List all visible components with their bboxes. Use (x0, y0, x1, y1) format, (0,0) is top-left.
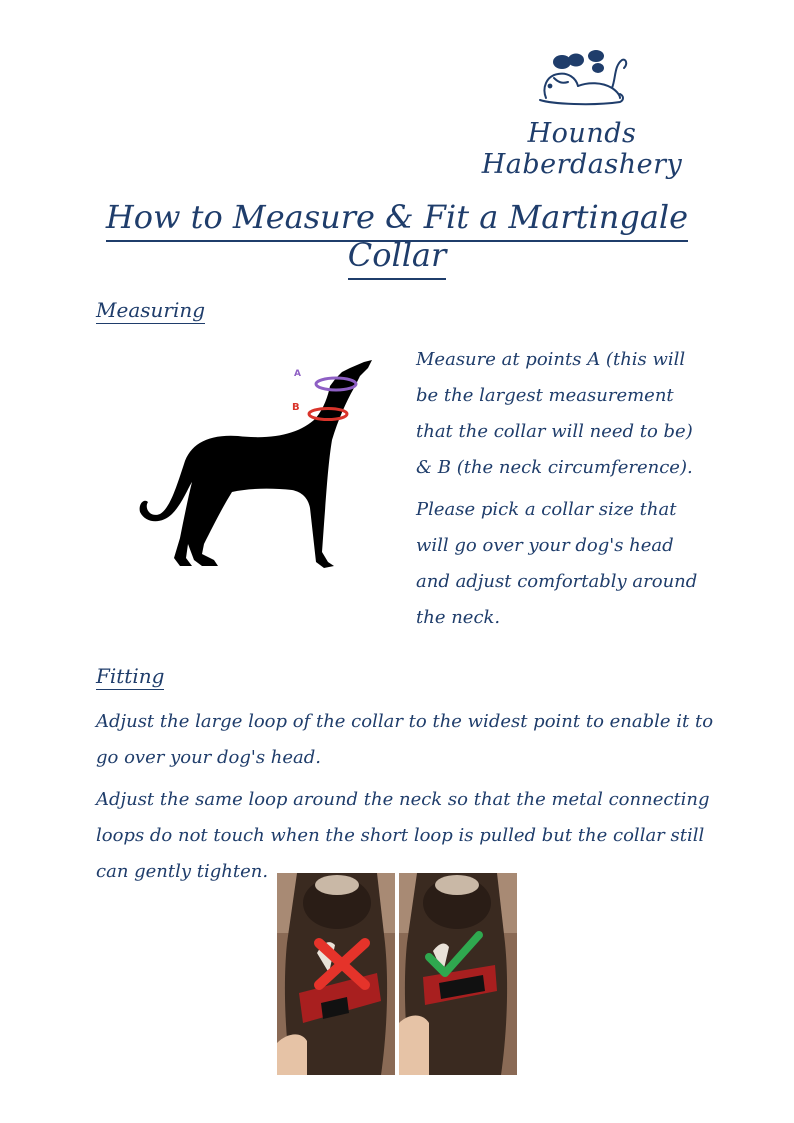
brand-block (462, 48, 702, 180)
fitting-heading-text: Fitting (96, 664, 165, 688)
fitting-paragraph-1: Adjust the large loop of the collar to the widest point to enable it to go over your dog's head. (96, 711, 714, 768)
measuring-heading-text: Measuring (96, 298, 206, 322)
fitting-instructions (96, 704, 716, 896)
photo-incorrect-fit (277, 873, 395, 1075)
page-title (60, 198, 734, 274)
collar-fit-photos (277, 873, 517, 1075)
label-a: A (294, 369, 301, 379)
sleeping-dog-logo-icon (532, 48, 632, 112)
measuring-heading (96, 298, 205, 322)
photo-correct-fit (399, 873, 517, 1075)
measuring-paragraph-1: Measure at points A (this will be the largest measurement that the collar will need to be) & B (the neck circumference). (416, 349, 693, 478)
fitting-paragraph-2: Adjust the same loop around the neck so that the metal connecting loops do not touch when the short loop is pulled but the collar still can gently tighten. (96, 789, 710, 882)
label-b: B (292, 402, 300, 413)
measuring-instructions (416, 342, 706, 642)
fitting-heading (96, 664, 164, 688)
page-title-text: How to Measure & Fit a Martingale Collar (106, 198, 688, 280)
brand-name: Hounds Haberdashery (481, 118, 683, 180)
measuring-paragraph-2: Please pick a collar size that will go over your dog's head and adjust comfortably around the neck. (416, 499, 698, 628)
greyhound-silhouette-figure (132, 348, 392, 580)
